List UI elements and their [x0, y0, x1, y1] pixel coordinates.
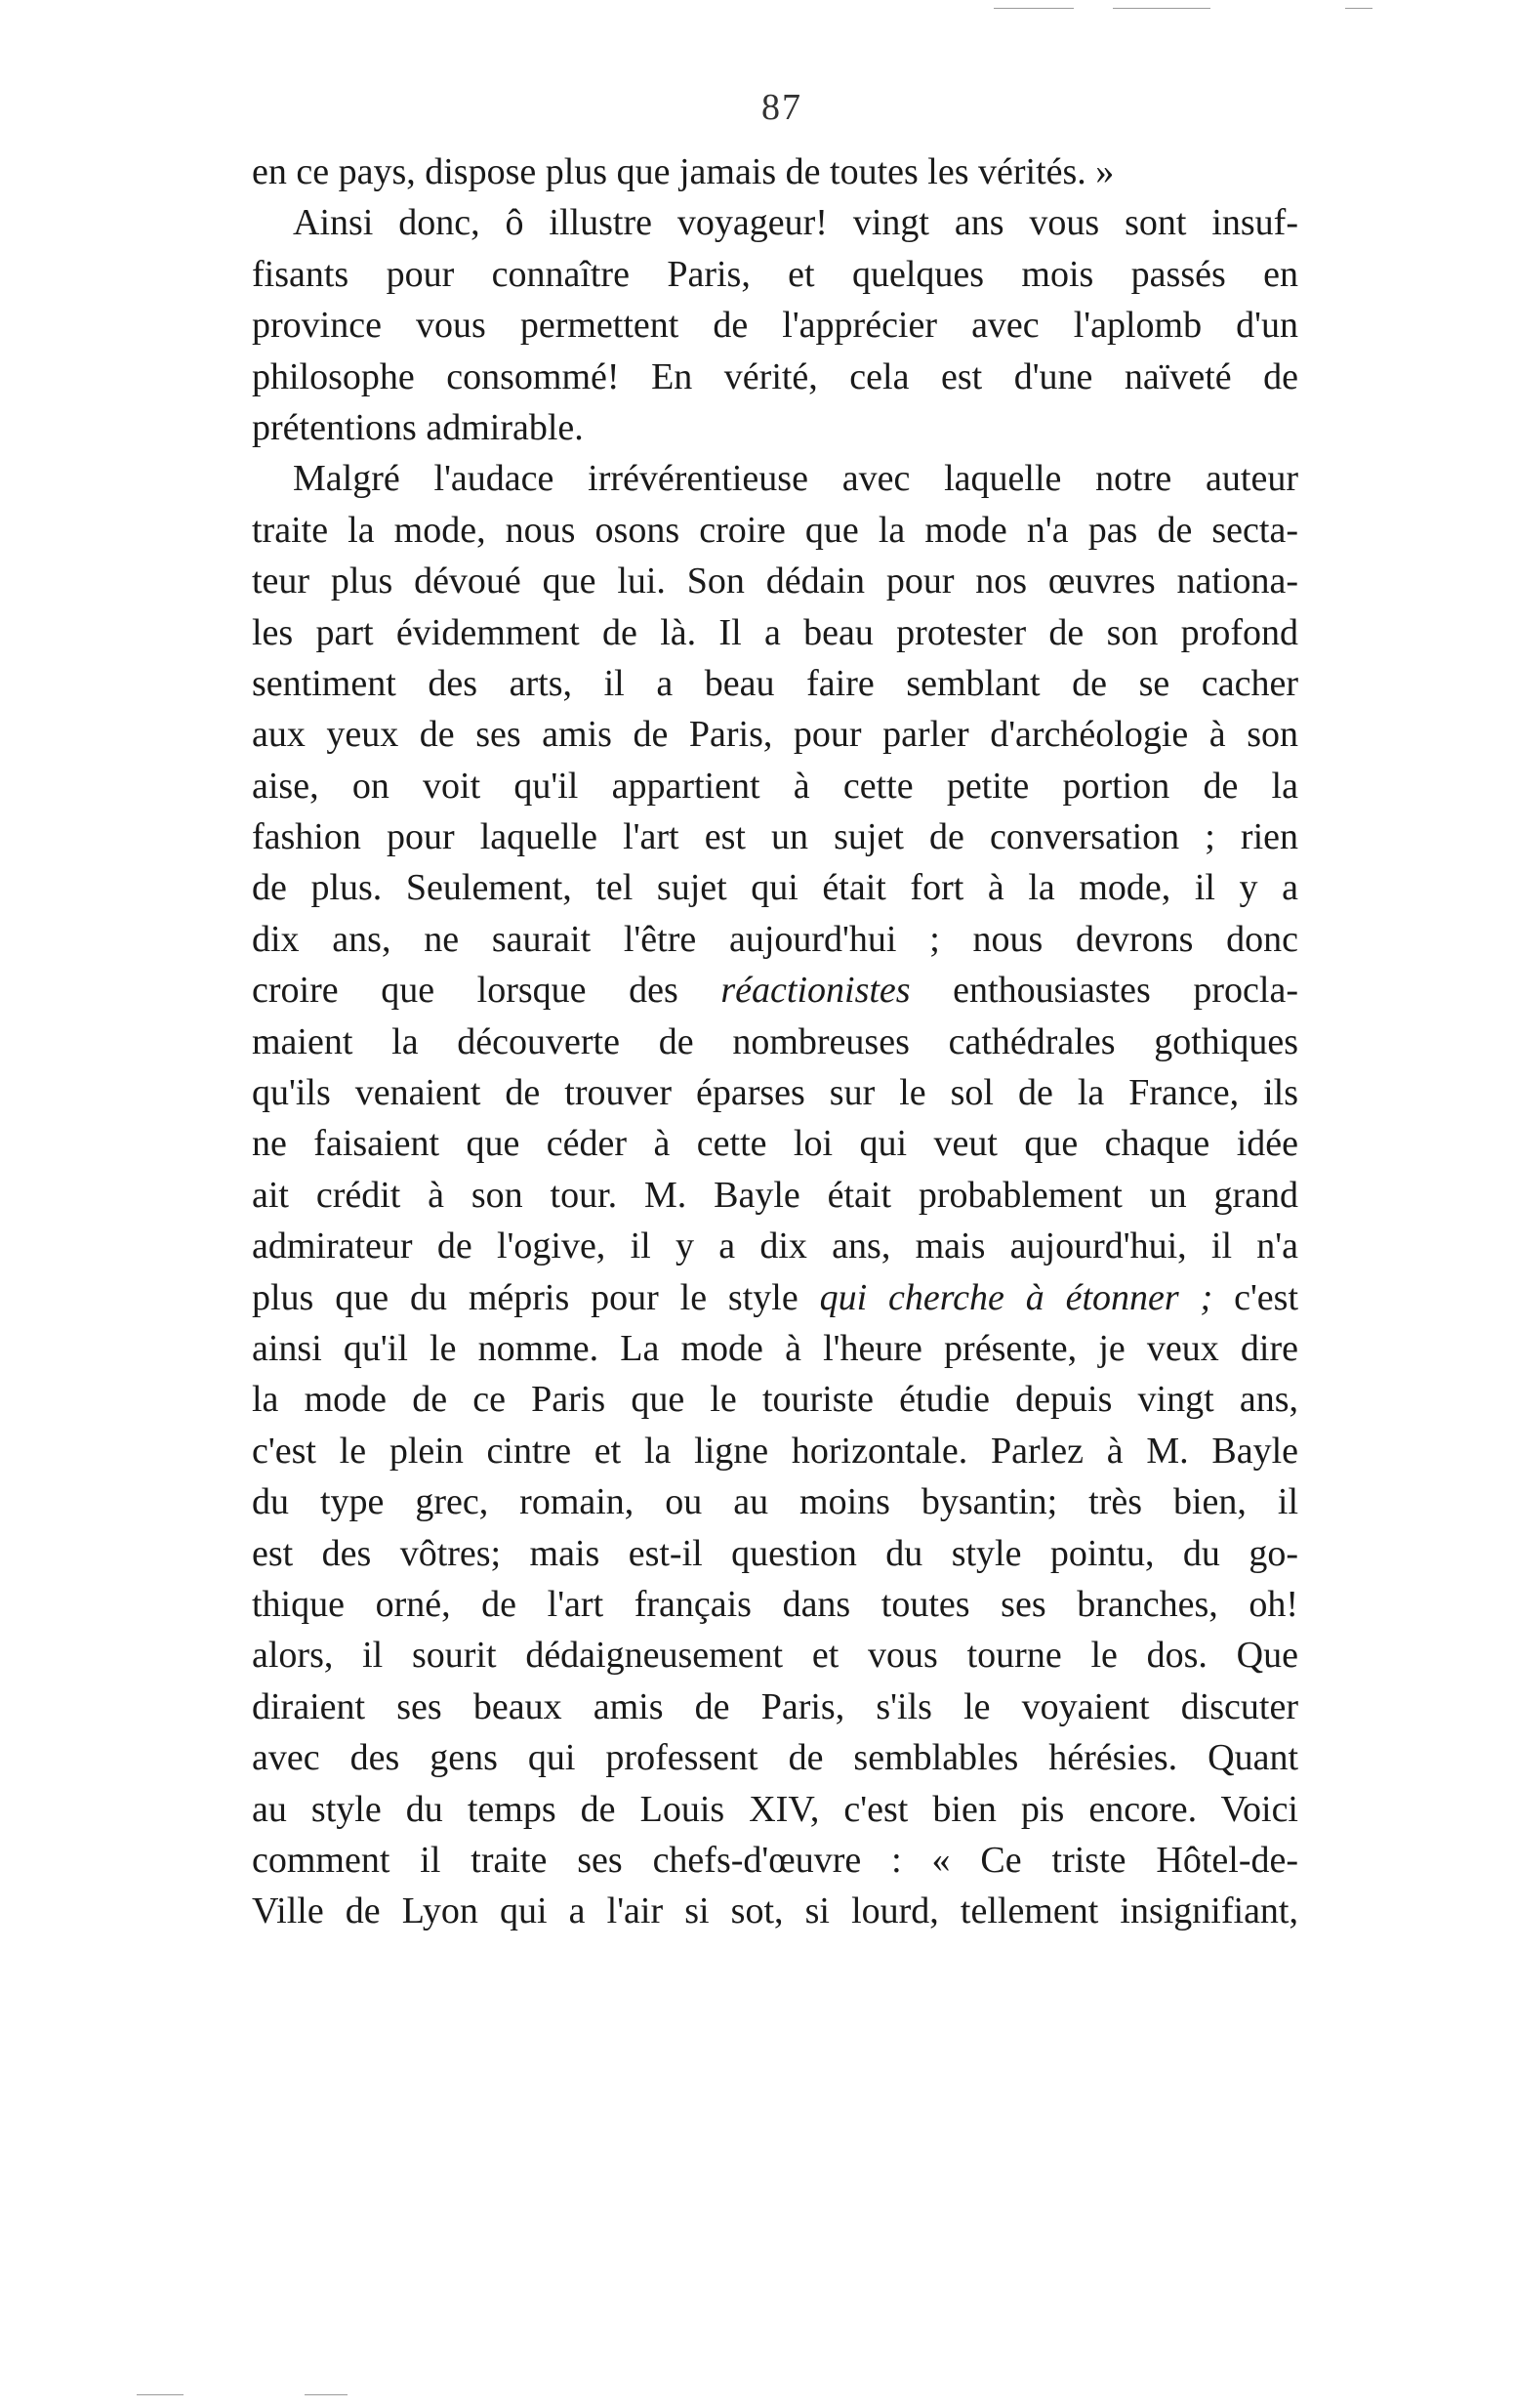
text-line [252, 914, 1298, 965]
text-run: plus que du mépris pour le style [252, 1276, 820, 1318]
page-number: 87 [761, 87, 802, 128]
text-run: prétentions admirable. [252, 406, 584, 448]
text-line [252, 300, 1298, 351]
top-edge-rule [1345, 8, 1372, 9]
text-line [252, 1017, 1298, 1067]
text-run: province vous permettent de l'apprécier avec l'aplomb d'un [252, 305, 1298, 347]
text-run: admirateur de l'ogive, il y a dix ans, mais aujourd'hui, il n'a [252, 1225, 1298, 1267]
text-run: les part évidemment de là. Il a beau protester de son profond [252, 611, 1298, 653]
text-run: fisants pour connaître Paris, et quelques mois passés en [252, 253, 1298, 295]
bottom-edge-rule [305, 2394, 348, 2395]
text-run: diraient ses beaux amis de Paris, s'ils le voyaient discuter [252, 1685, 1298, 1727]
text-run: ne faisaient que céder à cette loi qui veut que chaque idée [252, 1123, 1298, 1165]
top-edge-rule [1113, 8, 1210, 9]
text-run: du type grec, romain, ou au moins bysantin; très bien, il [252, 1481, 1298, 1523]
text-run: dix ans, ne saurait l'être aujourd'hui ; nous devrons donc [252, 918, 1298, 960]
text-line [252, 1886, 1298, 1936]
text-run: la mode de ce Paris que le touriste étudie depuis vingt ans, [252, 1379, 1298, 1421]
text-run: Malgré l'audace irrévérentieuse avec laquelle notre auteur [293, 458, 1298, 500]
bottom-edge-rule [137, 2394, 184, 2395]
text-run: aux yeux de ses amis de Paris, pour parler d'archéologie à son [252, 714, 1298, 756]
text-run: au style du temps de Louis XIV, c'est bien pis encore. Voici [252, 1788, 1298, 1830]
text-run: en ce pays, dispose plus que jamais de toutes les vérités. » [252, 151, 1115, 192]
text-line [252, 1272, 1298, 1323]
text-run: c'est le plein cintre et la ligne horizontale. Parlez à M. Bayle [252, 1430, 1298, 1472]
text-line [252, 1579, 1298, 1630]
text-line [252, 761, 1298, 811]
text-run: thique orné, de l'art français dans toutes ses branches, oh! [252, 1583, 1298, 1625]
text-run: ait crédit à son tour. M. Bayle était probablement un grand [252, 1174, 1298, 1216]
text-line [252, 249, 1298, 300]
italic-phrase: réactionistes [720, 970, 911, 1012]
text-line [252, 965, 1298, 1016]
text-line [252, 1323, 1298, 1374]
text-run: fashion pour laquelle l'art est un sujet de conversation ; rien [252, 816, 1298, 858]
text-line [252, 1528, 1298, 1579]
text-line [252, 1170, 1298, 1221]
text-run: aise, on voit qu'il appartient à cette petite portion de la [252, 765, 1298, 807]
text-line [252, 352, 1298, 402]
text-line [252, 1476, 1298, 1527]
text-line [252, 146, 1298, 197]
text-run: traite la mode, nous osons croire que la mode n'a pas de secta- [252, 509, 1298, 551]
text-run: qu'ils venaient de trouver éparses sur le sol de la France, ils [252, 1072, 1298, 1114]
text-run: ainsi qu'il le nomme. La mode à l'heure présente, je veux dire [252, 1327, 1298, 1369]
text-run: est des vôtres; mais est-il question du style pointu, du go- [252, 1532, 1298, 1574]
body-text [252, 146, 1298, 1937]
text-run: croire que lorsque des [252, 970, 721, 1012]
text-line [252, 197, 1298, 248]
italic-phrase: qui cherche à étonner ; [819, 1276, 1213, 1318]
text-run: avec des gens qui professent de semblables hérésies. Quant [252, 1737, 1298, 1779]
text-line [252, 658, 1298, 709]
text-run: teur plus dévoué que lui. Son dédain pour nos œuvres nationa- [252, 560, 1298, 602]
text-run: sentiment des arts, il a beau faire semblant de se cacher [252, 662, 1298, 704]
text-line [252, 556, 1298, 606]
text-line [252, 1426, 1298, 1476]
text-line [252, 607, 1298, 658]
text-run: maient la découverte de nombreuses cathédrales gothiques [252, 1020, 1298, 1062]
text-line [252, 709, 1298, 760]
text-run: comment il traite ses chefs-d'œuvre : « Ce triste Hôtel-de- [252, 1839, 1298, 1881]
text-run: enthousiastes procla- [910, 970, 1298, 1012]
text-run: Ville de Lyon qui a l'air si sot, si lourd, tellement insignifiant, [252, 1890, 1298, 1932]
text-line [252, 811, 1298, 862]
text-line [252, 1118, 1298, 1169]
text-line [252, 1784, 1298, 1835]
text-line [252, 505, 1298, 556]
text-line [252, 1630, 1298, 1681]
text-line [252, 1374, 1298, 1425]
text-line [252, 862, 1298, 913]
top-edge-rule [994, 8, 1074, 9]
text-run: c'est [1212, 1276, 1298, 1318]
text-run: philosophe consommé! En vérité, cela est d'une naïveté de [252, 355, 1298, 397]
text-line [252, 453, 1298, 504]
text-line [252, 1681, 1298, 1732]
text-run: Ainsi donc, ô illustre voyageur! vingt ans vous sont insuf- [293, 202, 1298, 244]
text-line [252, 1835, 1298, 1886]
text-line [252, 402, 1298, 453]
text-run: de plus. Seulement, tel sujet qui était fort à la mode, il y a [252, 867, 1298, 909]
text-line [252, 1221, 1298, 1271]
text-run: alors, il sourit dédaigneusement et vous tourne le dos. Que [252, 1635, 1298, 1677]
text-line [252, 1067, 1298, 1118]
text-line [252, 1732, 1298, 1783]
